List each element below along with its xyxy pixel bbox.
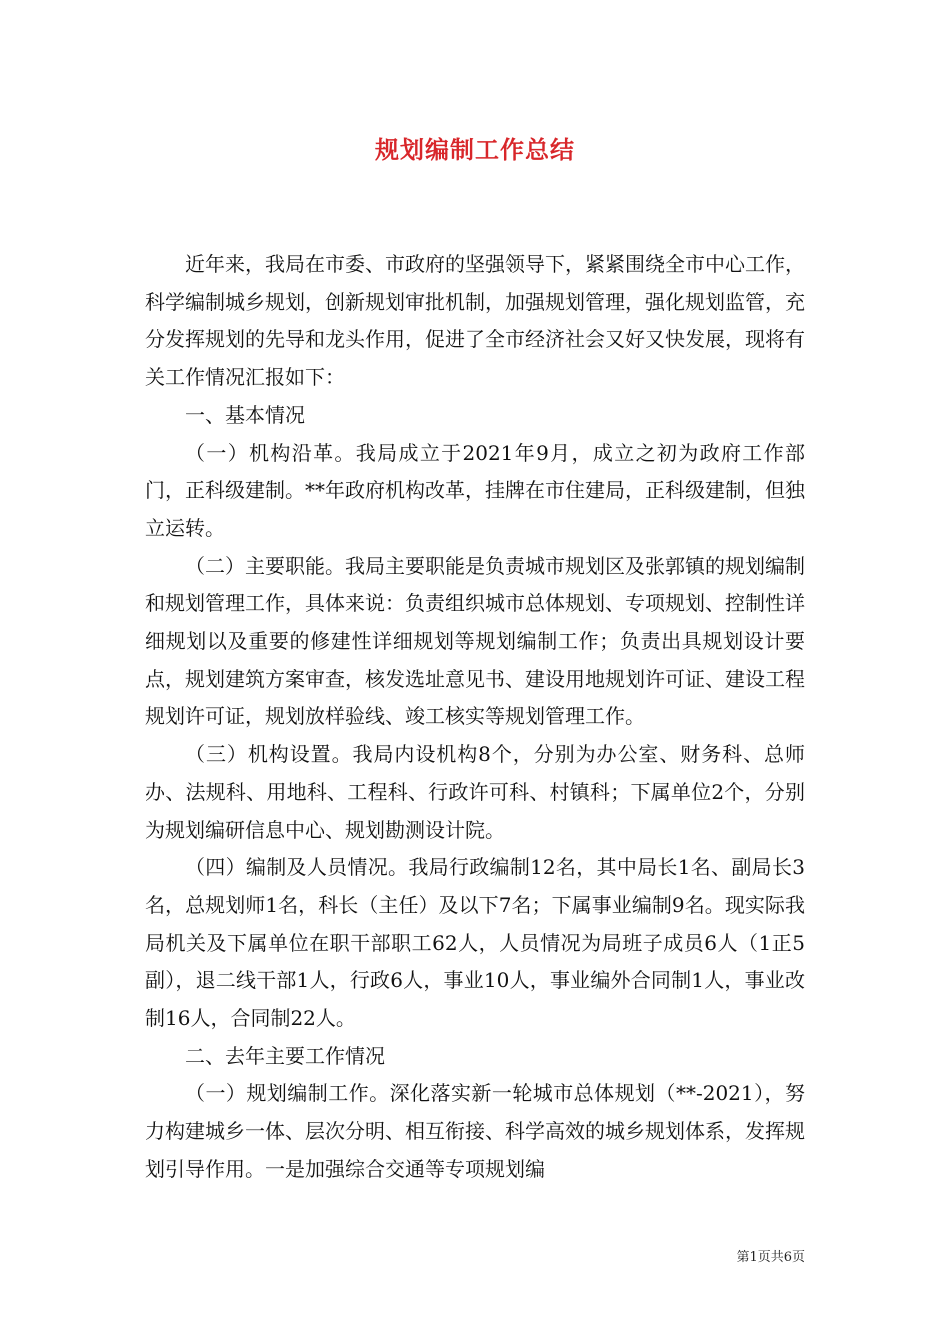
section-2-paragraph-1: （一）规划编制工作。深化落实新一轮城市总体规划（**-2021），努力构建城乡一体、层次分明、相互衔接、科学高效的城乡规划体系，发挥规划引导作用。一是加强综合交通等专项规划编 <box>145 1081 805 1181</box>
section-1-heading: 一、基本情况 <box>185 402 305 427</box>
section-1-paragraph-2: （二）主要职能。我局主要职能是负责城市规划区及张郭镇的规划编制和规划管理工作，具体来说：负责组织城市总体规划、专项规划、控制性详细规划以及重要的修建性详细规划等规划编制工作；负责出具规划设计要点，规划建筑方案审查，核发选址意见书、建设用地规划许可证、建设工程规划许可证，规划放样验线、竣工核实等规划管理工作。 <box>145 553 805 729</box>
section-1-paragraph-4: （四）编制及人员情况。我局行政编制12名，其中局长1名、副局长3名，总规划师1名，科长（主任）及以下7名；下属事业编制9名。现实际我局机关及下属单位在职干部职工62人，人员情况为局班子成员6人（1正5副），退二线干部1人，行政6人，事业10人，事业编外合同制1人，事业改制16人，合同制22人。 <box>145 855 805 1031</box>
document-body <box>145 246 805 1189</box>
section-2-heading: 二、去年主要工作情况 <box>185 1043 385 1068</box>
page-number: 第1页共6页 <box>736 1250 805 1265</box>
section-1-paragraph-1: （一）机构沿革。我局成立于2021年9月，成立之初为政府工作部门，正科级建制。**年政府机构改革，挂牌在市住建局，正科级建制，但独立运转。 <box>145 440 805 540</box>
intro-paragraph: 近年来，我局在市委、市政府的坚强领导下，紧紧围绕全市中心工作，科学编制城乡规划，创新规划审批机制，加强规划管理，强化规划监管，充分发挥规划的先导和龙头作用，促进了全市经济社会又好又快发展，现将有关工作情况汇报如下： <box>145 252 805 390</box>
section-1-paragraph-3: （三）机构设置。我局内设机构8个，分别为办公室、财务科、总师办、法规科、用地科、工程科、行政许可科、村镇科；下属单位2个，分别为规划编研信息中心、规划勘测设计院。 <box>145 742 805 842</box>
document-title: 规划编制工作总结 <box>375 135 575 164</box>
